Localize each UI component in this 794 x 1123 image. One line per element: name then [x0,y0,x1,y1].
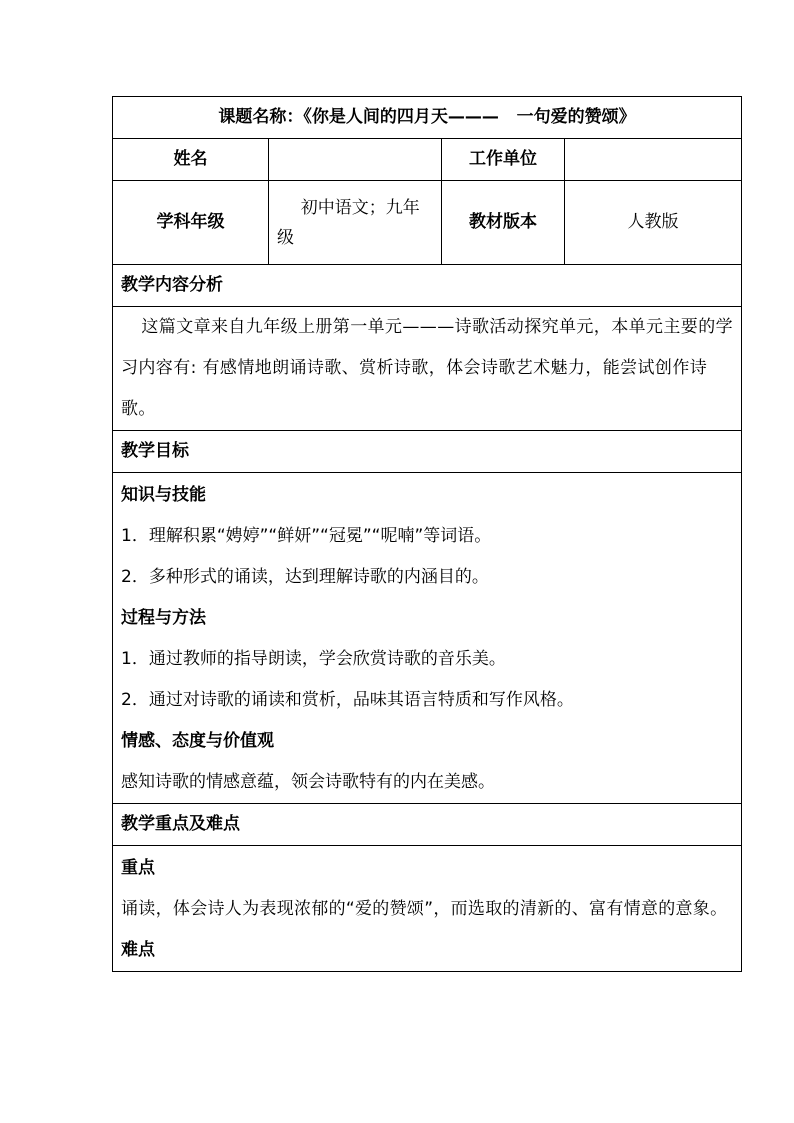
process-heading: 过程与方法 [121,608,206,628]
key-points-heading: 教学重点及难点 [113,804,742,846]
lesson-plan-table [112,96,742,972]
edition-value: 人教版 [565,181,742,265]
focus-text: 诵读，体会诗人为表现浓郁的“爱的赞颂”，而选取的清新的、富有情意的意象。 [121,899,728,919]
content-analysis-heading: 教学内容分析 [113,265,742,307]
process-item-1: 1．通过教师的指导朗读，学会欣赏诗歌的音乐美。 [121,649,506,669]
edition-label: 教材版本 [442,181,565,265]
name-value [269,139,442,181]
key-points-cell [113,846,742,972]
grade-value: 初中语文；九年级 [269,181,442,265]
unit-label: 工作单位 [442,139,565,181]
name-label: 姓名 [113,139,269,181]
lesson-plan-page [112,96,741,972]
knowledge-item-2: 2．多种形式的诵读，达到理解诗歌的内涵目的。 [121,567,489,587]
emotion-heading: 情感、态度与价值观 [121,731,274,751]
difficulty-heading: 难点 [121,940,155,960]
emotion-text: 感知诗歌的情感意蕴，领会诗歌特有的内在美感。 [121,772,495,792]
content-analysis-cell [113,307,742,431]
focus-heading: 重点 [121,858,155,878]
title-cell [113,97,742,139]
process-item-2: 2．通过对诗歌的诵读和赏析，品味其语言特质和写作风格。 [121,690,574,710]
goals-cell [113,473,742,804]
content-analysis-body: 这篇文章来自九年级上册第一单元———诗歌活动探究单元，本单元主要的学习内容有: 有感情地朗诵诗歌、赏析诗歌，体会诗歌艺术魅力，能尝试创作诗歌。 [121,317,733,419]
knowledge-heading: 知识与技能 [121,485,206,505]
title-text: 《你是人间的四月天——— 一句爱的赞颂》 [303,107,636,127]
knowledge-item-1: 1．理解积累“娉婷”“鲜妍”“冠冕”“呢喃”等词语。 [121,526,492,546]
unit-value [565,139,742,181]
grade-label: 学科年级 [113,181,269,265]
title-label: 课题名称： [218,107,304,127]
goals-heading: 教学目标 [113,431,742,473]
